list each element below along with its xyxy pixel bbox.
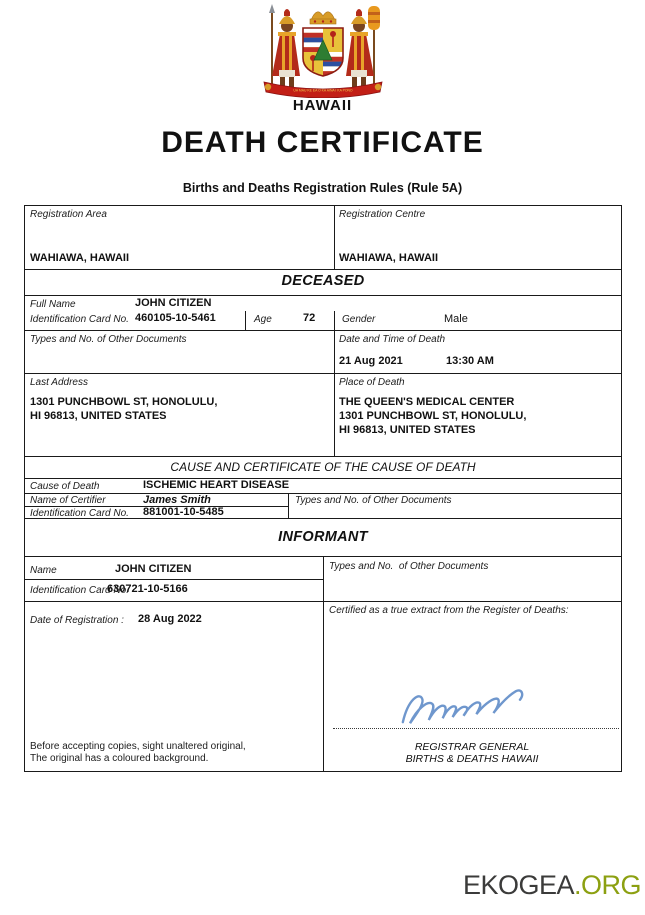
certifier-name-value: James Smith <box>143 494 211 506</box>
crest-motto: UA MAU KE EA O KA AINA I KA PONO <box>293 88 353 93</box>
gender-label: Gender <box>342 314 376 325</box>
certifier-label: Name of Certifier <box>30 495 106 506</box>
certificate-table <box>24 205 622 772</box>
place-of-death-label: Place of Death <box>339 377 405 388</box>
divider <box>323 556 324 771</box>
age-value: 72 <box>303 312 316 324</box>
page-title: DEATH CERTIFICATE <box>161 126 484 159</box>
informant-section-title: INFORMANT <box>278 529 368 545</box>
full-name-value: JOHN CITIZEN <box>135 297 212 309</box>
hawaii-coat-of-arms <box>258 4 388 98</box>
shield <box>303 28 343 76</box>
last-address-label: Last Address <box>30 377 88 388</box>
registrar-signature <box>395 678 575 726</box>
divider <box>288 493 289 518</box>
informant-name-label: Name <box>30 565 57 576</box>
registration-area-value: WAHIAWA, HAWAII <box>30 252 129 264</box>
cause-of-death-label: Cause of Death <box>30 481 100 492</box>
date-of-registration-value: 28 Aug 2022 <box>138 613 202 625</box>
death-datetime-label: Date and Time of Death <box>339 334 446 345</box>
divider <box>334 206 335 269</box>
informant-id-label: Identification Card No. <box>30 585 129 596</box>
registration-centre-label: Registration Centre <box>339 209 426 220</box>
last-address-line2: HI 96813, UNITED STATES <box>30 410 167 422</box>
page-subtitle: Births and Deaths Registration Rules (Rule 5A) <box>182 181 463 195</box>
divider <box>245 311 246 330</box>
signature-stroke <box>400 684 524 724</box>
watermark-tld: .ORG <box>573 870 641 900</box>
registrar-title-line2: BIRTHS & DEATHS HAWAII <box>405 753 539 765</box>
death-date-value: 21 Aug 2021 <box>339 355 403 367</box>
place-of-death-line3: HI 96813, UNITED STATES <box>339 424 476 436</box>
watermark <box>463 870 641 901</box>
crown <box>310 12 336 24</box>
certified-extract-label: Certified as a true extract from the Register of Deaths: <box>329 605 569 616</box>
watermark-name: EKOGEA <box>462 870 574 900</box>
deceased-id-value: 460105-10-5461 <box>135 312 216 324</box>
place-of-death-line2: 1301 PUNCHBOWL ST, HONOLULU, <box>339 410 527 422</box>
certifier-other-docs-label: Types and No. of Other Documents <box>295 495 452 506</box>
deceased-other-docs-label: Types and No. of Other Documents <box>30 334 187 345</box>
certifier-id-label: Identification Card No. <box>30 508 129 519</box>
footer-note-line1: Before accepting copies, sight unaltered original, <box>30 741 246 752</box>
date-of-registration-label: Date of Registration : <box>30 615 124 626</box>
left-warrior-figure <box>272 9 300 88</box>
registrar-title-line1: REGISTRAR GENERAL <box>414 741 530 753</box>
place-of-death-line1: THE QUEEN'S MEDICAL CENTER <box>339 396 515 408</box>
divider <box>25 373 621 374</box>
death-time-value: 13:30 AM <box>446 355 494 367</box>
divider <box>25 269 621 270</box>
informant-other-docs-label: Types and No. of Other Documents <box>329 561 489 572</box>
full-name-label: Full Name <box>30 299 76 310</box>
deceased-id-label: Identification Card No. <box>30 314 129 325</box>
registration-centre-value: WAHIAWA, HAWAII <box>339 252 438 264</box>
signature-line <box>333 728 619 729</box>
divider <box>25 330 621 331</box>
state-name: HAWAII <box>292 97 353 114</box>
deceased-section-title: DECEASED <box>281 273 365 289</box>
divider <box>334 311 335 456</box>
certifier-id-value: 881001-10-5485 <box>143 506 224 518</box>
informant-id-value: 630721-10-5166 <box>107 583 188 595</box>
divider <box>25 295 621 296</box>
last-address-line1: 1301 PUNCHBOWL ST, HONOLULU, <box>30 396 218 408</box>
age-label: Age <box>254 314 272 325</box>
divider <box>25 478 621 479</box>
divider <box>25 456 621 457</box>
informant-name-value: JOHN CITIZEN <box>115 563 192 575</box>
registration-area-label: Registration Area <box>30 209 107 220</box>
cause-section-title: CAUSE AND CERTIFICATE OF THE CAUSE OF DEATH <box>170 460 476 474</box>
gender-value: Male <box>444 313 468 325</box>
divider <box>25 579 323 580</box>
footer-note-line2: The original has a coloured background. <box>30 753 209 764</box>
cause-of-death-value: ISCHEMIC HEART DISEASE <box>143 479 290 491</box>
